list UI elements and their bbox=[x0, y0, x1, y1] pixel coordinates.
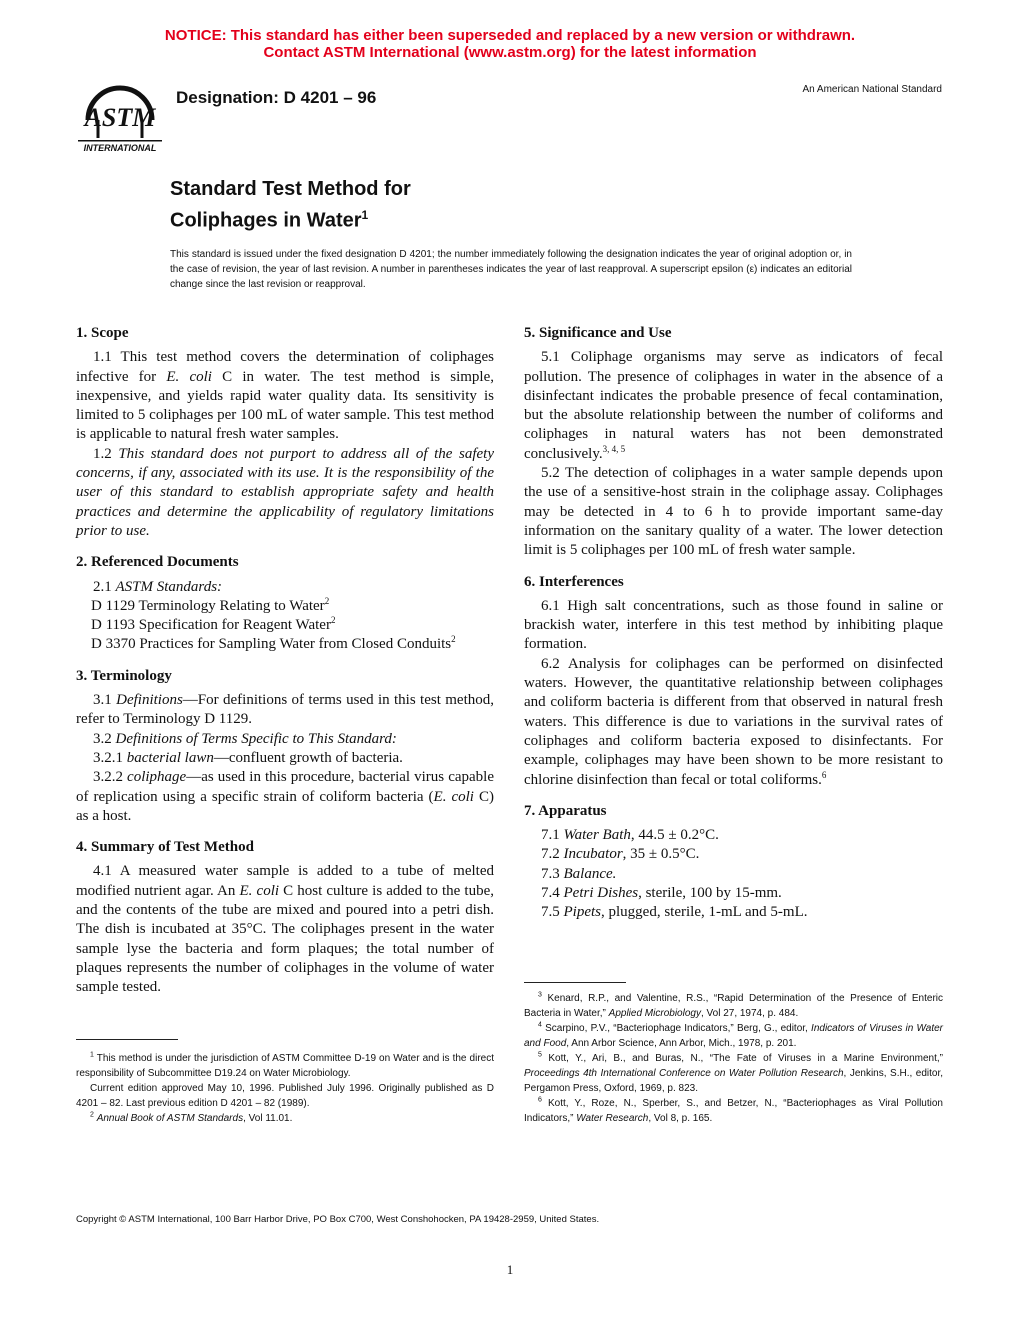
astm-logo bbox=[74, 76, 166, 156]
page-number: 1 bbox=[506, 1262, 514, 1277]
footnote-separator-right bbox=[524, 982, 626, 983]
apparatus-7-2: 7.2 Incubator, 35 ± 0.5°C. bbox=[541, 846, 700, 863]
title-line-1: Standard Test Method for bbox=[170, 178, 411, 200]
title-line-2: Coliphages in Water$^1$ bbox=[170, 208, 369, 232]
para-2-1: 2.1 ASTM Standards: bbox=[93, 578, 223, 595]
title-footnote-ref: 1 bbox=[361, 208, 369, 222]
apparatus-7-4: 7.4 Petri Dishes, sterile, 100 by 15-mm. bbox=[541, 885, 782, 902]
para-6-2: 6.2 Analysis for coliphages can be performed on disinfected waters. However, the quantitative relationship between coliphages and coliform bacteria is different from that observed in natural fresh waters. This difference is due to variations in the survival rates of coliphages and coliform bacteria exposed to disinfectants. For example, coliphages may have been shown to be more resistant to chlorine disinfection than fecal or total coliforms.$^6$ bbox=[524, 655, 943, 788]
footnote-separator-left bbox=[76, 1039, 178, 1040]
footnotes-right bbox=[524, 991, 943, 1126]
para-5-2: 5.2 The detection of coliphages in a water sample depends upon the use of a sensitive-host strain in the coliphage assay. Coliphages may be detected in 4 to 6 h to provide important same-day information on the sanitary quality of a water. The lower detection limit is 5 coliphages per 100 mL of fresh water sample. bbox=[524, 465, 943, 559]
apparatus-7-1: 7.1 Water Bath, 44.5 ± 0.2°C. bbox=[541, 827, 719, 844]
para-6-1: 6.1 High salt concentrations, such as those found in saline or brackish water, interfere in this test method by inhibiting plaque formation. bbox=[524, 597, 943, 653]
issuance-note: This standard is issued under the fixed designation D 4201; the number immediately following the designation indicates the year of original adoption or, in the case of revision, the year of last revision. A number in parentheses indicates the year of last reapproval. A superscript epsilon (ε) indicates an editorial change since the last revision or reapproval. bbox=[170, 249, 852, 290]
para-1-1: 1.1 This test method covers the determination of coliphages infective for E. coli C in water. The test method is simple, inexpensive, and yields rapid water quality data. Its sensitivity is limited to 5 coliphages per 100 mL of water sample. This test method is applicable to natural fresh water samples. bbox=[76, 349, 495, 443]
section-2-heading: 2. Referenced Documents bbox=[76, 554, 239, 571]
footnote-1: $^1$ This method is under the jurisdiction of ASTM Committee D-19 on Water and is the direct responsibility of Subcommittee D19.24 on Water Microbiology. bbox=[76, 1051, 494, 1079]
ref-d1193: D 1193 Specification for Reagent Water$^2$ bbox=[91, 615, 336, 634]
apparatus-7-3: 7.3 Balance. bbox=[541, 865, 617, 882]
section-1-heading: 1. Scope bbox=[76, 325, 129, 341]
footnote-1-edition: Current edition approved May 10, 1996. Published July 1996. Originally published as D 4201 – 82. Last previous edition D 4201 – 82 (1989). bbox=[76, 1083, 494, 1109]
withdrawal-notice-line-2: Contact ASTM International (www.astm.org) for the latest information bbox=[263, 44, 757, 61]
para-3-2: 3.2 Definitions of Terms Specific to This Standard: bbox=[93, 730, 397, 747]
section-6-heading: 6. Interferences bbox=[524, 573, 624, 590]
para-4-1: 4.1 A measured water sample is added to a tube of melted modified nutrient agar. An E. coli C host culture is added to the tube, and the contents of the tube are mixed and poured into a petri dish. The dish is incubated at 35°C. The coliphages present in the water sample lyse the bacteria and form plaques; the total number of plaques represents the number of coliphages in the volume of water sample tested. bbox=[76, 863, 495, 996]
footnote-6: $^6$ Kott, Y., Roze, N., Sperber, S., and Betzer, N., “Bacteriophages as Viral Pollution Indicators,” Water Research, Vol 8, p. 165. bbox=[524, 1096, 943, 1124]
right-column bbox=[524, 324, 943, 923]
logo-subtext: INTERNATIONAL bbox=[83, 143, 157, 153]
apparatus-7-5: 7.5 Pipets, plugged, sterile, 1-mL and 5-mL. bbox=[541, 904, 808, 921]
american-national-standard: An American National Standard bbox=[802, 84, 942, 95]
left-column bbox=[76, 324, 494, 998]
para-3-2-2: 3.2.2 coliphage—as used in this procedure, bacterial virus capable of replication using a specific strain of coliform bacteria (E. coli C) as a host. bbox=[76, 769, 495, 824]
footnote-3: $^3$ Kenard, R.P., and Valentine, R.S., “Rapid Determination of the Presence of Enteric Bacteria in Water,” Applied Microbiology, Vol 27, 1974, p. 484. bbox=[524, 991, 943, 1019]
document-title bbox=[170, 176, 411, 234]
footnote-4: $^4$ Scarpino, P.V., “Bacteriophage Indicators,” Berg, G., editor, Indicators of Viruses in Water and Food, Ann Arbor Science, Ann Arbor, Mich., 1978, p. 201. bbox=[524, 1021, 943, 1049]
ref-d3370: D 3370 Practices for Sampling Water from Closed Conduits$^2$ bbox=[91, 634, 456, 653]
logo-text: ASTM bbox=[84, 103, 156, 132]
footnote-5: $^5$ Kott, Y., Ari, B., and Buras, N., “The Fate of Viruses in a Marine Environment,” Proceedings 4th International Conference on Water Pollution Research, Jenkins, S.H., editor, Pergamon Press, Oxford, 1969, p. 823. bbox=[524, 1051, 943, 1094]
section-4-heading: 4. Summary of Test Method bbox=[76, 839, 254, 856]
ref-d1129: D 1129 Terminology Relating to Water$^2$ bbox=[91, 595, 330, 614]
designation: Designation: D 4201 – 96 bbox=[176, 88, 377, 107]
withdrawal-notice-line-1: NOTICE: This standard has either been superseded and replaced by a new version or withdrawn. bbox=[164, 27, 856, 44]
section-3-heading: 3. Terminology bbox=[76, 667, 172, 684]
section-7-heading: 7. Apparatus bbox=[524, 802, 607, 819]
para-3-2-1: 3.2.1 bacterial lawn—confluent growth of bacteria. bbox=[93, 749, 403, 766]
section-5-heading: 5. Significance and Use bbox=[524, 325, 672, 341]
copyright: Copyright © ASTM International, 100 Barr Harbor Drive, PO Box C700, West Conshohocken, PA 19428-2959, United States. bbox=[76, 1214, 600, 1225]
para-3-1: 3.1 Definitions—For definitions of terms used in this test method, refer to Terminology D 1129. bbox=[76, 692, 494, 728]
para-5-1: 5.1 Coliphage organisms may serve as indicators of fecal pollution. The presence of coliphages in water in the absence of a disinfectant indicates the probable presence of fecal contamination, but the absolute relationship between the number of coliforms and coliphages in natural waters has not been demonstrated conclusively.$^{3, 4, 5}$ bbox=[524, 349, 943, 462]
footnotes-left bbox=[76, 1051, 494, 1126]
para-1-2: 1.2 This standard does not purport to address all of the safety concerns, if any, associated with its use. It is the responsibility of the user of this standard to establish appropriate safety and health practices and determine the applicability of regulatory limitations prior to use. bbox=[76, 445, 495, 539]
footnote-2: $^2$ Annual Book of ASTM Standards, Vol 11.01. bbox=[90, 1111, 293, 1124]
